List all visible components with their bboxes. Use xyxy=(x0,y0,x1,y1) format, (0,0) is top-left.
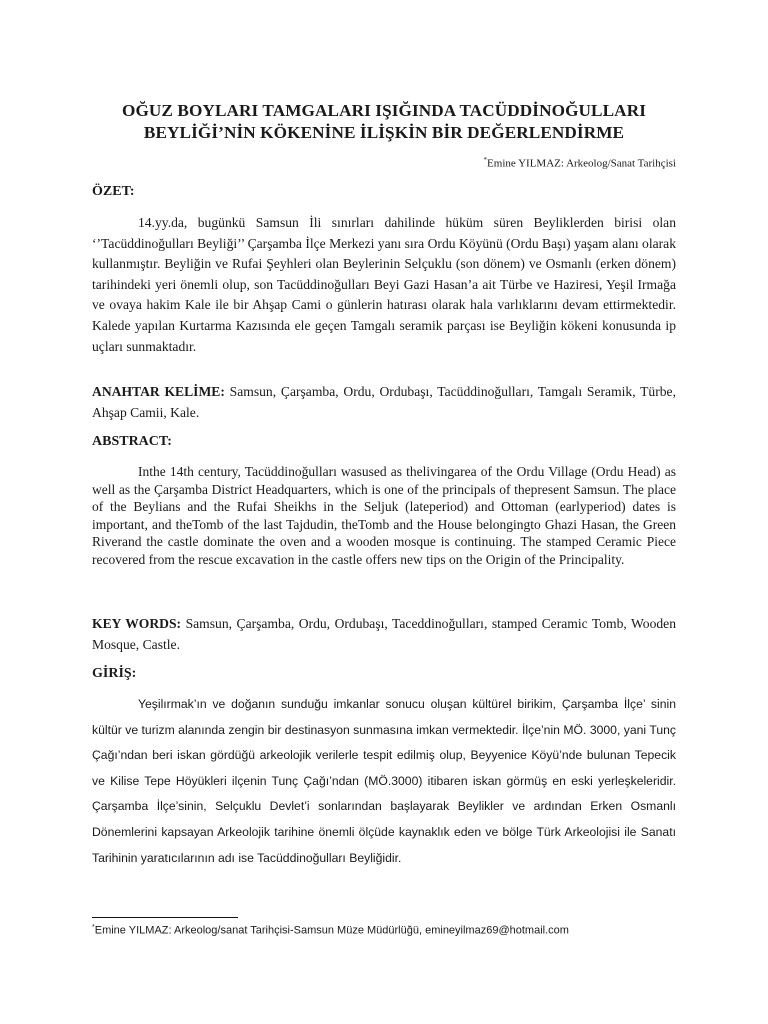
paper-title xyxy=(92,100,676,144)
footnote-text: Emine YILMAZ: Arkeolog/sanat Tarihçisi-Samsun Müze Müdürlüğü, emineyilmaz69@hotmail.com xyxy=(94,924,569,937)
author-name: Emine YILMAZ: Arkeolog/Sanat Tarihçisi xyxy=(487,157,676,170)
abstract-body xyxy=(92,463,676,569)
anahtar-label: ANAHTAR KELİME: xyxy=(92,384,225,399)
title-line-1: OĞUZ BOYLARI TAMGALARI IŞIĞINDA TACÜDDİNOĞULLARI xyxy=(121,101,646,120)
author-footnote-marker: * xyxy=(483,156,488,164)
giris-body xyxy=(92,692,676,871)
anahtar-kelime xyxy=(92,382,676,423)
abstract-text: Inthe 14th century, Tacüddinoğulları wasused as thelivingarea of the Ordu Village (Ordu Head) as well as the Çarşamba District Headquarters, which is one of the principals of thepresent Samsun. The place of the Beylians and the Rufai Sheikhs in the Seljuk (lateperiod) and Ottoman (earlyperiod) dates is important, and theTomb of the last Tajdudin, theTomb and the House belongingto Ghazi Hasan, the Green Riverand the castle dominate the oven and a wooden mosque is continuing. The stamped Ceramic Piece recovered from the rescue excavation in the castle offers new tips on the Origin of the Principality. xyxy=(92,464,676,567)
abstract-heading: ABSTRACT: xyxy=(92,434,172,449)
title-line-2: BEYLİĞİ’NİN KÖKENİNE İLİŞKİN BİR DEĞERLENDİRME xyxy=(143,123,625,142)
giris-text: Yeşilırmak’ın ve doğanın sunduğu imkanlar sonucu oluşan kültürel birikim, Çarşamba İlçe’ sinin kültür ve turizm alanında zengin bir destinasyon sunmasına imkan vermektedir. İlçe’nin MÖ. 3000, yani Tunç Çağı’ndan beri iskan gördüğü arkeolojik verilerle tespit edilmiş olup, Beyyenice Köyü’nde bulunan Tepecik ve Kilise Tepe Höyükleri ilçenin Tunç Çağı’ndan (MÖ.3000) itibaren iskan görmüş en eski yerleşkeleridir. Çarşamba İlçe’sinin, Selçuklu Devlet’i sonlarından başlayarak Beylikler ve ardından Erken Osmanlı Dönemlerini kapsayan Arkeolojik tarihine önemli ölçüde kaynaklık eden ve bölge Türk Arkeolojisi ile Sanatı Tarihinin yaratıcılarının adı ise Tacüddinoğulları Beyliğidir. xyxy=(92,697,676,865)
ozet-body xyxy=(92,213,676,357)
keywords-label: KEY WORDS: xyxy=(92,616,182,631)
anahtar-text: Samsun, Çarşamba, Ordu, Ordubaşı, Tacüddinoğulları, Tamgalı Seramik, Türbe, Ahşap Camii, Kale. xyxy=(92,384,676,420)
ozet-text: 14.yy.da, bugünkü Samsun İli sınırları dahilinde hüküm süren Beyliklerden birisi olan ‘’Tacüddinoğulları Beyliği’’ Çarşamba İlçe Merkezi yanı sıra Ordu Köyünü (Ordu Başı) yaşam alanı olarak kullanmıştır. Beyliğin ve Rufai Şeyhleri olan Beylerinin Selçuklu (son dönem) ve Osmanlı (erken dönem) tarihindeki yeri önemli olup, son Tacüddinoğulları Beyi Gazi Hasan’a ait Türbe ve Haziresi, Yeşil Irmağa ve ovaya hakim Kale ile bir Ahşap Cami o günlerin hatırası olarak hala varlıklarını devam ettirmektedir. Kalede yapılan Kurtarma Kazısında ele geçen Tamgalı seramik parçası ise Beyliğin kökeni konusunda ip uçları sunmaktadır. xyxy=(92,215,677,354)
footnote-marker: * xyxy=(92,924,95,931)
giris-heading: GİRİŞ: xyxy=(92,666,137,681)
footnote-separator xyxy=(92,917,238,918)
author-line xyxy=(484,156,676,170)
ozet-heading: ÖZET: xyxy=(92,184,135,199)
keywords-text: Samsun, Çarşamba, Ordu, Ordubaşı, Taceddinoğulları, stamped Ceramic Tomb, Wooden Mosque, Castle. xyxy=(92,616,677,652)
footnote xyxy=(92,924,569,937)
key-words xyxy=(92,614,676,655)
